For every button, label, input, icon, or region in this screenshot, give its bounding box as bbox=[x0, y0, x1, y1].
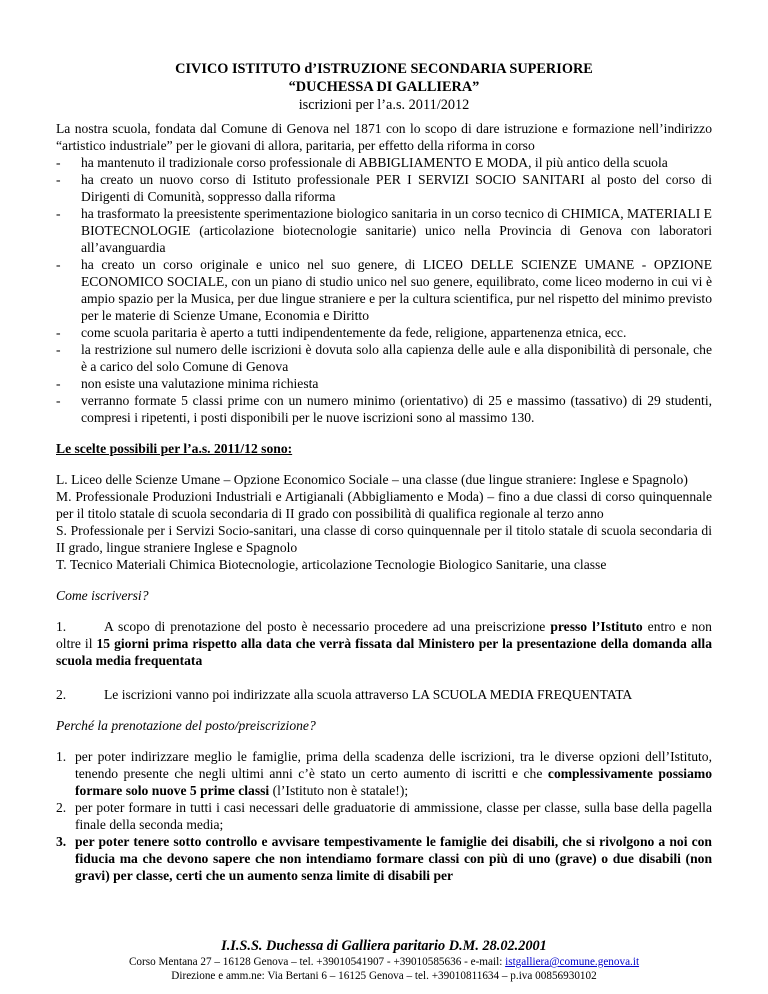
footer-title: I.I.S.S. Duchessa di Galliera paritario D.M. 28.02.2001 bbox=[221, 938, 547, 954]
list-item: - ha creato un nuovo corso di Istituto professionale PER I SERVIZI SOCIO SANITARI al posto del corso di Dirigenti di Comunità, soppresso dalla riforma bbox=[56, 172, 712, 204]
howto-heading: Come iscriversi? bbox=[56, 588, 149, 603]
list-item: - la restrizione sul numero delle iscrizioni è dovuta solo alla capienza delle aule e alla disponibilità di personale, che è a carico del solo Comune di Genova bbox=[56, 342, 712, 374]
list-item: - ha mantenuto il tradizionale corso professionale di ABBIGLIAMENTO E MODA, il più antico della scuola bbox=[56, 155, 668, 170]
choice-item-m: M. Professionale Produzioni Industriali e Artigianali (Abbigliamento e Moda) – fino a due classi di corso quinquennale per il titolo statale di scuola secondaria di II grado con possibilità di qualifica regionale al terzo anno bbox=[56, 489, 712, 521]
school-name-title: “DUCHESSA DI GALLIERA” bbox=[288, 79, 480, 95]
list-item: 2. Le iscrizioni vanno poi indirizzate alla scuola attraverso LA SCUOLA MEDIA FREQUENTATA bbox=[56, 687, 633, 702]
why-list bbox=[56, 748, 712, 884]
school-type-title: CIVICO ISTITUTO d’ISTRUZIONE SECONDARIA SUPERIORE bbox=[175, 61, 593, 77]
list-item: 1. per poter indirizzare meglio le famiglie, prima della scadenza delle iscrizioni, tra le diverse opzioni dell’Istituto, tenendo presente che negli ultimi anni c’è stato un certo aumento di iscritti e che complessivamente possiamo formare solo nuove 5 prime classi (l’Istituto non è statale!); bbox=[56, 749, 712, 798]
list-item: - come scuola paritaria è aperto a tutti indipendentemente da fede, religione, appartenenza etnica, ecc. bbox=[56, 325, 627, 340]
choices-heading: Le scelte possibili per l’a.s. 2011/12 sono: bbox=[56, 441, 293, 456]
intro-paragraph: La nostra scuola, fondata dal Comune di Genova nel 1871 con lo scopo di dare istruzione e formazione nell’indirizzo “artistico industriale” per le giovani di allora, paritaria, per effetto della riforma in corso bbox=[56, 121, 712, 153]
list-item: 2. per poter formare in tutti i casi necessari delle graduatorie di ammissione, classe per classe, sulla base della pagella finale della seconda media; bbox=[56, 800, 712, 832]
enrollment-year-subtitle: iscrizioni per l’a.s. 2011/2012 bbox=[298, 97, 470, 113]
intro-bullet-list bbox=[56, 154, 712, 426]
list-item: - verranno formate 5 classi prime con un numero minimo (orientativo) di 25 e massimo (tassativo) di 29 studenti, compresi i ripetenti, i posti disponibili per le nuove iscrizioni sono al massimo 130. bbox=[56, 393, 712, 425]
why-heading: Perché la prenotazione del posto/preiscrizione? bbox=[56, 718, 316, 733]
list-item: 1. A scopo di prenotazione del posto è necessario procedere ad una preiscrizione presso l’Istituto entro e non oltre il 15 giorni prima rispetto alla data che verrà fissata dal Ministero per la presentazione della domanda alla scuola media frequentata bbox=[56, 619, 712, 668]
document-body bbox=[56, 120, 712, 884]
howto-list bbox=[56, 618, 712, 703]
list-item: - non esiste una valutazione minima richiesta bbox=[56, 376, 319, 391]
email-link[interactable]: istgalliera@comune.genova.it bbox=[505, 956, 640, 968]
list-item: 3. per poter tenere sotto controllo e avvisare tempestivamente le famiglie dei disabili, che si rivolgono a noi con fiducia ma che devono sapere che non intendiamo formare classi con più di uno (grave) o due disabili (non gravi) per classe, certi che un aumento senza limite di disabili per bbox=[56, 834, 712, 883]
list-item: - ha trasformato la preesistente sperimentazione biologico sanitaria in un corso tecnico di CHIMICA, MATERIALI E BIOTECNOLOGIE (articolazione biotecnologie sanitarie) unico nella Provincia di Genova con laboratori all’avanguardia bbox=[56, 206, 712, 255]
list-item: - ha creato un corso originale e unico nel suo genere, di LICEO DELLE SCIENZE UMANE - OPZIONE ECONOMICO SOCIALE, con un piano di studio unico nel suo genere, equilibrato, come liceo moderno in cui vi è ampio spazio per la Musica, per due lingue straniere e per la cultura scientifica, pur nel rispetto del minimo previsto per le materie di Scienze Umane, Economia e Diritto bbox=[56, 257, 712, 323]
choice-item-l: L. Liceo delle Scienze Umane – Opzione Economico Sociale – una classe (due lingue straniere: Inglese e Spagnolo) bbox=[56, 472, 688, 487]
document-footer bbox=[56, 937, 712, 983]
document-header bbox=[56, 60, 712, 114]
choices-list bbox=[56, 471, 712, 573]
footer-address: Direzione e amm.ne: Via Bertani 6 – 16125 Genova – tel. +39010811634 – p.iva 00856930102 bbox=[171, 970, 597, 982]
choice-item-t: T. Tecnico Materiali Chimica Biotecnologie, articolazione Tecnologie Biologico Sanitarie, una classe bbox=[56, 557, 607, 572]
choice-item-s: S. Professionale per i Servizi Socio-sanitari, una classe di corso quinquennale per il titolo statale di scuola secondaria di II grado, lingue straniere Inglese e Spagnolo bbox=[56, 523, 712, 555]
footer-contact: Corso Mentana 27 – 16128 Genova – tel. +39010541907 - +39010585636 - e-mail: istgalliera@comune.genova.it bbox=[128, 956, 640, 968]
